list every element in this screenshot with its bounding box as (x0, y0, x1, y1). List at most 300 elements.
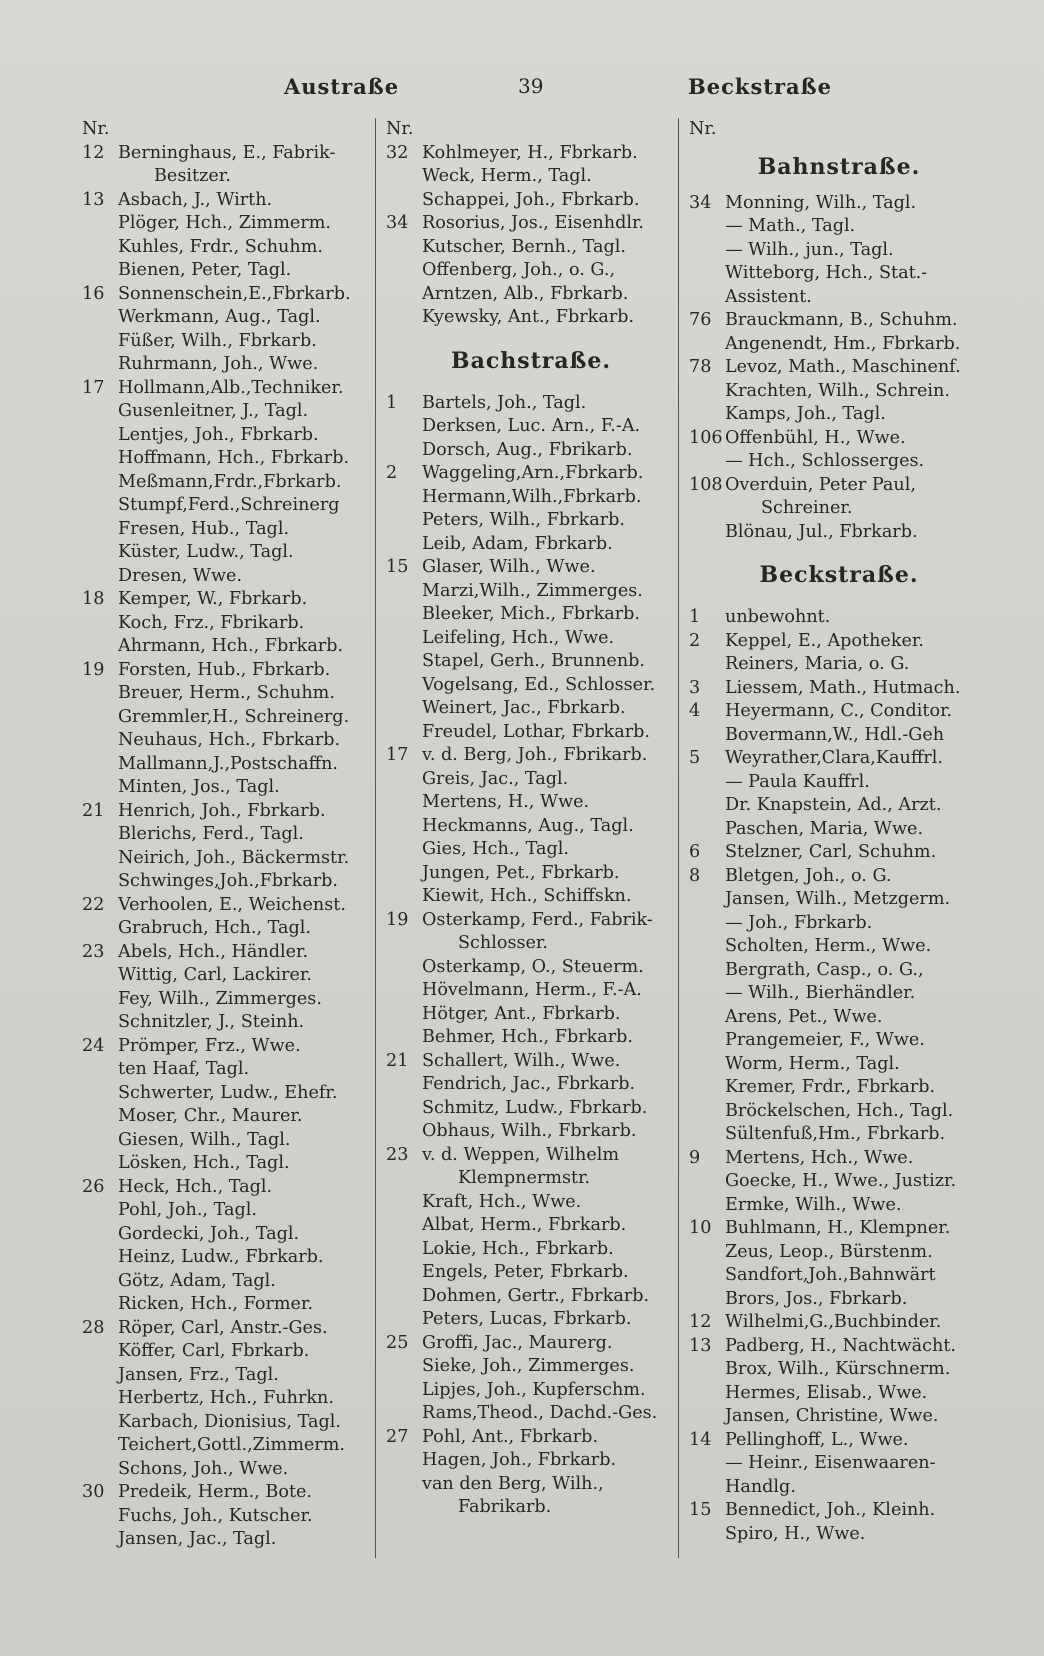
house-number: 17 (82, 377, 105, 398)
directory-entry (386, 486, 676, 510)
directory-entry (82, 847, 377, 871)
resident-text: Prömper, Frz., Wwe. (118, 1035, 301, 1056)
directory-entry (689, 1335, 989, 1359)
resident-text: Peters, Wilh., Fbrkarb. (422, 510, 625, 530)
house-number: 8 (689, 865, 701, 886)
house-number: 1 (689, 607, 701, 627)
directory-entry (386, 1050, 676, 1074)
resident-text: Padberg, H., Nachtwächt. (725, 1335, 956, 1356)
directory-entry (82, 447, 377, 471)
directory-entry (386, 1496, 676, 1520)
directory-entry (689, 1100, 989, 1124)
directory-entry (386, 1073, 676, 1097)
resident-text: Monning, Wilh., Tagl. (725, 192, 917, 213)
house-number: 13 (82, 189, 105, 210)
house-number: 12 (82, 142, 105, 163)
nr-label: Nr. (689, 119, 717, 139)
house-number: 15 (689, 1500, 712, 1520)
resident-text: Arens, Pet., Wwe. (725, 1006, 883, 1027)
resident-text: Krachten, Wilh., Schrein. (725, 380, 950, 401)
column-3 (689, 118, 989, 1546)
directory-entry (82, 1035, 377, 1059)
resident-text: Köffer, Carl, Fbrkarb. (118, 1341, 310, 1361)
directory-entry (689, 356, 989, 380)
resident-text: Verhoolen, E., Weichenst. (118, 894, 346, 915)
directory-entry (689, 794, 989, 818)
house-number: 22 (82, 894, 105, 915)
directory-entry (689, 192, 989, 216)
directory-entry (689, 982, 989, 1006)
house-number: 34 (689, 192, 712, 213)
directory-entry (386, 392, 676, 416)
resident-text: Fresen, Hub., Tagl. (118, 518, 290, 539)
resident-text: Breuer, Herm., Schuhm. (118, 683, 335, 703)
resident-text: Offenberg, Joh., o. G., (422, 260, 616, 280)
directory-entry (689, 959, 989, 983)
resident-text: Werkmann, Aug., Tagl. (118, 307, 321, 327)
resident-text: Kutscher, Bernh., Tagl. (422, 236, 626, 257)
resident-text: Scholten, Herm., Wwe. (725, 936, 932, 956)
resident-text: Obhaus, Wilh., Fbrkarb. (422, 1121, 637, 1141)
directory-entry (689, 1452, 989, 1476)
directory-entry (386, 1285, 676, 1309)
directory-entry (386, 556, 676, 580)
directory-entry (386, 1261, 676, 1285)
directory-entry (82, 1105, 377, 1129)
house-number: 19 (82, 659, 105, 680)
resident-text: Kyewsky, Ant., Fbrkarb. (422, 307, 635, 327)
directory-entry (386, 838, 676, 862)
directory-entry (82, 588, 377, 612)
house-number: 106 (689, 427, 723, 448)
directory-entry (689, 630, 989, 654)
directory-entry (689, 1123, 989, 1147)
resident-text: Schallert, Wilh., Wwe. (422, 1050, 621, 1071)
directory-entry (386, 1379, 676, 1403)
directory-entry (689, 450, 989, 474)
resident-text: Moser, Chr., Maurer. (118, 1106, 303, 1126)
resident-text: Hermes, Elisab., Wwe. (725, 1382, 928, 1403)
directory-entry (689, 1264, 989, 1288)
resident-text: unbewohnt. (725, 607, 831, 627)
resident-text: Herbertz, Hch., Fuhrkn. (118, 1388, 334, 1408)
resident-text: Paschen, Maria, Wwe. (725, 818, 924, 839)
directory-entry (386, 1214, 676, 1238)
directory-entry (82, 1082, 377, 1106)
page-number: 39 (518, 74, 544, 98)
house-number: 13 (689, 1335, 712, 1356)
resident-text: Buhlmann, H., Klempner. (725, 1218, 951, 1238)
directory-entry (82, 706, 377, 730)
resident-text: Blerichs, Ferd., Tagl. (118, 824, 304, 844)
resident-text: Schlosser. (458, 933, 548, 953)
resident-text: — Wilh., jun., Tagl. (725, 239, 894, 260)
resident-text: — Math., Tagl. (725, 216, 856, 236)
directory-entry (689, 215, 989, 239)
house-number: 24 (82, 1035, 105, 1056)
resident-text: Lokie, Hch., Fbrkarb. (422, 1238, 614, 1259)
resident-text: Gies, Hch., Tagl. (422, 839, 569, 859)
directory-entry (386, 1308, 676, 1332)
directory-entry (689, 1358, 989, 1382)
directory-entry (689, 427, 989, 451)
directory-entry (689, 497, 989, 521)
resident-text: Bleeker, Mich., Fbrkarb. (422, 604, 641, 624)
resident-text: Sültenfuß,Hm., Fbrkarb. (725, 1124, 946, 1144)
directory-entry (689, 333, 989, 357)
directory-entry (386, 1097, 676, 1121)
directory-entry (82, 306, 377, 330)
directory-entry (82, 612, 377, 636)
resident-text: Spiro, H., Wwe. (725, 1523, 866, 1544)
house-number: 32 (386, 142, 409, 163)
section-title-bahnstrasse: Bahnstraße. (757, 153, 921, 180)
resident-text: Asbach, J., Wirth. (118, 189, 273, 210)
resident-text: Schons, Joh., Wwe. (118, 1458, 289, 1479)
directory-entry (386, 1003, 676, 1027)
directory-entry (689, 1476, 989, 1500)
directory-entry (689, 888, 989, 912)
resident-text: Schmitz, Ludw., Fbrkarb. (422, 1097, 648, 1118)
directory-entry (82, 659, 377, 683)
resident-text: Rams,Theod., Dachd.-Ges. (422, 1403, 658, 1423)
resident-text: Götz, Adam, Tagl. (118, 1270, 276, 1291)
directory-entry (689, 818, 989, 842)
resident-text: Hötger, Ant., Fbrkarb. (422, 1003, 621, 1024)
directory-entry (82, 1364, 377, 1388)
resident-text: Zeus, Leop., Bürstenm. (725, 1241, 933, 1262)
resident-text: Schnitzler, J., Steinh. (118, 1012, 305, 1032)
directory-entry (689, 403, 989, 427)
resident-text: Heckmanns, Aug., Tagl. (422, 815, 634, 836)
directory-entry (82, 729, 377, 753)
directory-entry (689, 262, 989, 286)
resident-text: Plöger, Hch., Zimmerm. (118, 213, 332, 233)
resident-text: Schreiner. (761, 498, 853, 518)
directory-entry (82, 400, 377, 424)
house-number: 23 (386, 1144, 409, 1165)
resident-text: ten Haaf, Tagl. (118, 1059, 250, 1079)
house-number: 30 (82, 1482, 105, 1502)
directory-entry (82, 142, 377, 166)
resident-text: Fendrich, Jac., Fbrkarb. (422, 1074, 636, 1094)
directory-entry (689, 865, 989, 889)
resident-text: Klempnermstr. (458, 1168, 591, 1188)
directory-entry (689, 1029, 989, 1053)
resident-text: Koch, Frz., Fbrikarb. (118, 612, 305, 633)
directory-entry (689, 653, 989, 677)
directory-entry (689, 380, 989, 404)
directory-entry (689, 771, 989, 795)
directory-entry (386, 189, 676, 213)
resident-text: Bartels, Joh., Tagl. (422, 392, 587, 413)
resident-text: Groffi, Jac., Maurerg. (422, 1332, 613, 1353)
resident-text: Kohlmeyer, H., Fbrkarb. (422, 142, 638, 163)
resident-text: Leib, Adam, Fbrkarb. (422, 533, 613, 554)
resident-text: — Wilh., Bierhändler. (725, 983, 916, 1003)
resident-text: Stapel, Gerh., Brunnenb. (422, 651, 646, 671)
resident-text: Henrich, Joh., Fbrkarb. (118, 800, 326, 821)
directory-entry (82, 259, 377, 283)
entry-list (82, 142, 377, 1552)
directory-entry (689, 606, 989, 630)
resident-text: Leifeling, Hch., Wwe. (422, 627, 615, 648)
resident-text: Schappei, Joh., Fbrkarb. (422, 189, 640, 210)
house-number: 28 (82, 1317, 105, 1338)
directory-entry (386, 768, 676, 792)
directory-entry (689, 521, 989, 545)
resident-text: Brauckmann, B., Schuhm. (725, 310, 958, 330)
resident-text: Heck, Hch., Tagl. (118, 1176, 273, 1197)
directory-entry (82, 541, 377, 565)
house-number: 25 (386, 1332, 409, 1353)
directory-entry (82, 1317, 377, 1341)
directory-entry (82, 964, 377, 988)
directory-entry (82, 800, 377, 824)
resident-text: Neuhaus, Hch., Fbrkarb. (118, 730, 341, 750)
directory-entry (689, 1288, 989, 1312)
resident-text: Kiewit, Hch., Schiffskn. (422, 886, 632, 906)
resident-text: Liessem, Math., Hutmach. (725, 677, 961, 698)
directory-entry (386, 1026, 676, 1050)
resident-text: Heyermann, C., Conditor. (725, 701, 953, 721)
header-right-street: Beckstraße (688, 74, 832, 99)
directory-entry (82, 753, 377, 777)
directory-entry (82, 1152, 377, 1176)
resident-text: Osterkamp, Ferd., Fabrik- (422, 909, 653, 930)
nr-label: Nr. (386, 119, 414, 139)
directory-entry (82, 353, 377, 377)
resident-text: Lipjes, Joh., Kupferschm. (422, 1379, 646, 1400)
house-number: 5 (689, 748, 701, 768)
resident-text: Assistent. (725, 286, 812, 307)
directory-entry (386, 1144, 676, 1168)
resident-text: Albat, Herm., Fbrkarb. (422, 1215, 627, 1235)
resident-text: Dr. Knapstein, Ad., Arzt. (725, 795, 942, 815)
directory-entry (689, 474, 989, 498)
resident-text: Ricken, Hch., Former. (118, 1294, 314, 1314)
resident-text: Peters, Lucas, Fbrkarb. (422, 1309, 632, 1329)
directory-entry (82, 1411, 377, 1435)
directory-entry (82, 1434, 377, 1458)
resident-text: Sieke, Joh., Zimmerges. (422, 1356, 635, 1376)
resident-text: Hollmann,Alb.,Techniker. (118, 377, 344, 398)
resident-text: Fey, Wilh., Zimmerges. (118, 988, 322, 1009)
house-number: 21 (386, 1050, 409, 1071)
directory-entry (82, 189, 377, 213)
resident-text: Meßmann,Frdr.,Fbrkarb. (118, 471, 342, 492)
resident-text: Dohmen, Gertr., Fbrkarb. (422, 1285, 650, 1306)
resident-text: Kemper, W., Fbrkarb. (118, 589, 308, 609)
directory-entry (689, 1382, 989, 1406)
directory-entry (82, 377, 377, 401)
directory-entry (689, 700, 989, 724)
house-number: 6 (689, 842, 701, 862)
directory-entry (386, 1355, 676, 1379)
directory-entry (386, 1402, 676, 1426)
resident-text: Arntzen, Alb., Fbrkarb. (422, 283, 629, 304)
resident-text: Marzi,Wilh., Zimmerges. (422, 580, 643, 601)
entry-list (386, 142, 676, 330)
directory-entry (386, 259, 676, 283)
resident-text: Teichert,Gottl.,Zimmerm. (118, 1435, 345, 1455)
house-number: 1 (386, 392, 398, 413)
house-number: 14 (689, 1429, 712, 1450)
resident-text: Ahrmann, Hch., Fbrkarb. (118, 636, 344, 656)
resident-text: Bennedict, Joh., Kleinh. (725, 1500, 936, 1520)
resident-text: Sonnenschein,E.,Fbrkarb. (118, 283, 351, 304)
directory-entry (689, 912, 989, 936)
directory-entry (386, 165, 676, 189)
resident-text: Hermann,Wilh.,Fbrkarb. (422, 486, 642, 507)
resident-text: Glaser, Wilh., Wwe. (422, 557, 596, 577)
directory-entry (386, 509, 676, 533)
resident-text: Overduin, Peter Paul, (725, 474, 916, 495)
directory-entry (386, 1167, 676, 1191)
directory-entry (689, 1429, 989, 1453)
directory-entry (82, 1293, 377, 1317)
directory-entry (386, 306, 676, 330)
directory-entry (386, 439, 676, 463)
house-number: 15 (386, 557, 409, 577)
directory-entry (82, 283, 377, 307)
resident-text: Witteborg, Hch., Stat.- (725, 263, 928, 283)
resident-text: Lentjes, Joh., Fbrkarb. (118, 424, 319, 445)
resident-text: Schwinges,Joh.,Fbrkarb. (118, 871, 339, 891)
resident-text: Schwerter, Ludw., Ehefr. (118, 1082, 338, 1103)
directory-entry (82, 917, 377, 941)
resident-text: Freudel, Lothar, Fbrkarb. (422, 721, 650, 742)
resident-text: Pohl, Ant., Fbrkarb. (422, 1426, 599, 1447)
directory-entry (689, 1194, 989, 1218)
house-number: 2 (689, 630, 701, 651)
directory-entry (689, 1053, 989, 1077)
directory-entry (689, 1147, 989, 1171)
directory-entry (82, 236, 377, 260)
directory-entry (386, 1191, 676, 1215)
house-number: 78 (689, 357, 712, 377)
directory-entry (82, 1528, 377, 1552)
resident-text: Jungen, Pet., Fbrkarb. (422, 862, 620, 883)
resident-text: Wittig, Carl, Lackirer. (118, 965, 312, 985)
directory-entry (386, 885, 676, 909)
resident-text: Hagen, Joh., Fbrkarb. (422, 1450, 617, 1470)
resident-text: Engels, Peter, Fbrkarb. (422, 1262, 629, 1282)
page-header (0, 74, 1044, 104)
resident-text: Angenendt, Hm., Fbrkarb. (725, 333, 961, 354)
resident-text: Berninghaus, E., Fabrik- (118, 142, 336, 163)
resident-text: Bienen, Peter, Tagl. (118, 260, 292, 280)
directory-entry (386, 142, 676, 166)
resident-text: Reiners, Maria, o. G. (725, 654, 910, 674)
directory-entry (82, 1058, 377, 1082)
resident-text: Keppel, E., Apotheker. (725, 630, 924, 651)
house-number: 3 (689, 677, 701, 698)
directory-entry (82, 424, 377, 448)
house-number: 4 (689, 701, 701, 721)
resident-text: Kremer, Frdr., Fbrkarb. (725, 1077, 936, 1097)
entry-list (386, 392, 676, 1520)
directory-entry (689, 1217, 989, 1241)
resident-text: v. d. Weppen, Wilhelm (422, 1144, 620, 1165)
resident-text: Hövelmann, Herm., F.-A. (422, 980, 642, 1000)
resident-text: Handlg. (725, 1476, 796, 1497)
resident-text: Röper, Carl, Anstr.-Ges. (118, 1317, 328, 1338)
directory-entry (386, 791, 676, 815)
directory-entry (82, 823, 377, 847)
directory-entry (82, 330, 377, 354)
directory-entry (82, 1505, 377, 1529)
directory-entry (82, 1340, 377, 1364)
directory-entry (82, 494, 377, 518)
directory-entry (82, 471, 377, 495)
directory-entry (386, 650, 676, 674)
entry-list (689, 192, 989, 545)
directory-entry (689, 747, 989, 771)
resident-text: Mertens, H., Wwe. (422, 792, 590, 812)
resident-text: Heinz, Ludw., Fbrkarb. (118, 1247, 324, 1267)
resident-text: Küster, Ludw., Tagl. (118, 542, 294, 562)
resident-text: — Paula Kauffrl. (725, 771, 870, 792)
resident-text: Derksen, Luc. Arn., F.-A. (422, 416, 641, 436)
directory-entry (82, 518, 377, 542)
resident-text: Gremmler,H., Schreinerg. (118, 706, 350, 727)
resident-text: Stumpf,Ferd.,Schreinerg (118, 495, 340, 515)
directory-entry (82, 1176, 377, 1200)
entry-list (689, 606, 989, 1546)
directory-entry (82, 1387, 377, 1411)
resident-text: Hoffmann, Hch., Fbrkarb. (118, 448, 350, 468)
house-number: 9 (689, 1147, 701, 1168)
resident-text: Bröckelschen, Hch., Tagl. (725, 1100, 954, 1121)
directory-entry (689, 677, 989, 701)
resident-text: — Heinr., Eisenwaaren- (725, 1453, 936, 1473)
column-1 (82, 118, 377, 1552)
house-number: 21 (82, 800, 105, 821)
resident-text: Fabrikarb. (458, 1497, 552, 1517)
resident-text: Wilhelmi,G.,Buchbinder. (725, 1312, 942, 1332)
resident-text: Rosorius, Jos., Eisenhdlr. (422, 213, 645, 233)
house-number: 27 (386, 1426, 409, 1447)
resident-text: Dresen, Wwe. (118, 565, 243, 586)
resident-text: Brors, Jos., Fbrkarb. (725, 1288, 908, 1309)
directory-entry (689, 1311, 989, 1335)
resident-text: Vogelsang, Ed., Schlosser. (422, 674, 656, 695)
directory-entry (82, 212, 377, 236)
directory-entry (689, 841, 989, 865)
resident-text: Jansen, Frz., Tagl. (118, 1364, 279, 1385)
directory-entry (82, 1199, 377, 1223)
directory-entry (689, 1241, 989, 1265)
directory-entry (82, 776, 377, 800)
house-number: 23 (82, 941, 105, 962)
directory-entry (689, 935, 989, 959)
directory-entry (82, 1223, 377, 1247)
directory-entry (689, 1499, 989, 1523)
directory-entry (82, 870, 377, 894)
directory-entry (82, 165, 377, 189)
resident-text: Greis, Jac., Tagl. (422, 768, 569, 789)
directory-entry (689, 724, 989, 748)
resident-text: Stelzner, Carl, Schuhm. (725, 842, 937, 862)
resident-text: Kraft, Hch., Wwe. (422, 1191, 582, 1212)
resident-text: Behmer, Hch., Fbrkarb. (422, 1027, 634, 1047)
resident-text: Minten, Jos., Tagl. (118, 777, 280, 797)
column-2 (386, 118, 676, 1520)
directory-entry (82, 1270, 377, 1294)
house-number: 10 (689, 1218, 712, 1238)
directory-entry (386, 627, 676, 651)
